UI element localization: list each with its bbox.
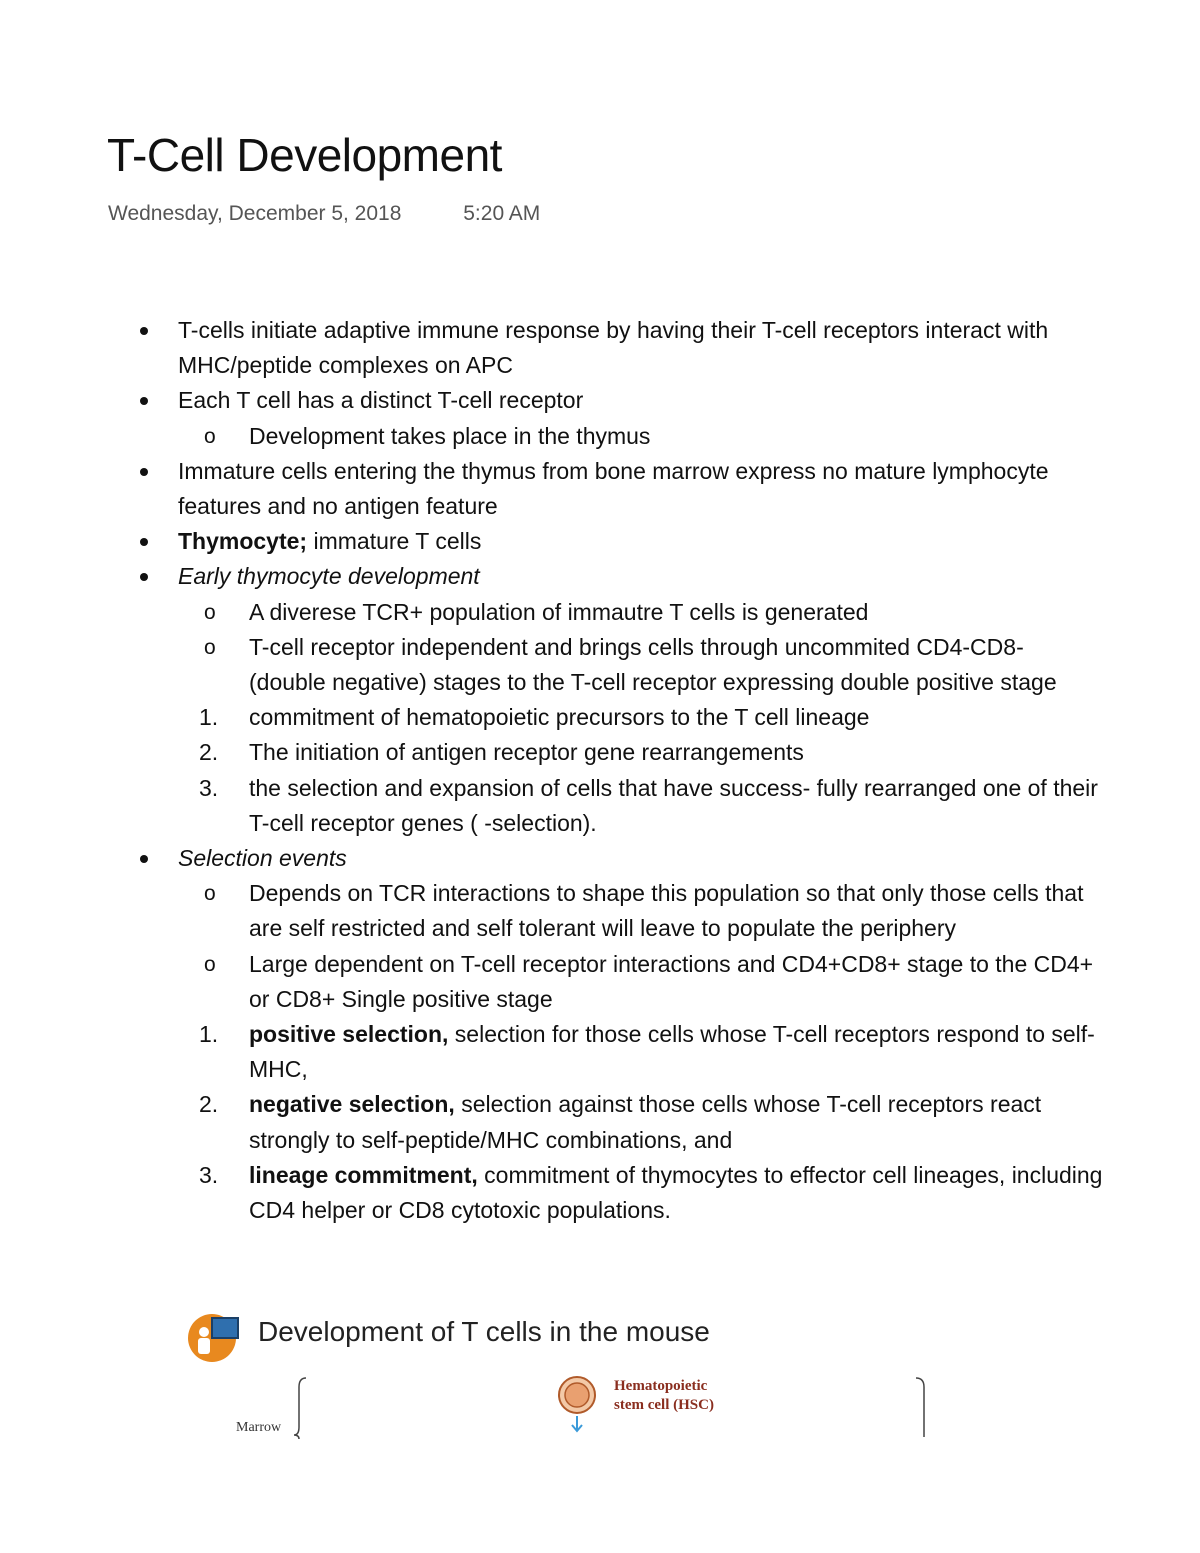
sub-bullet-text: A diverese TCR+ population of immautre T cells is generated	[249, 598, 869, 625]
numbered-text: selection for those cells whose T-cell receptors respond to self-MHC,	[249, 1021, 1095, 1083]
numbered-text: the selection and expansion of cells that have success- fully rearranged one of their T-cell receptor genes ( -selection).	[249, 774, 1098, 836]
sub-bullet-item	[0, 947, 1104, 1017]
list-number: 3.	[199, 774, 219, 801]
bullet-item	[0, 383, 1098, 418]
numbered-text: commitment of thymocytes to effector cell lineages, including CD4 helper or CD8 cytotoxic populations.	[249, 1161, 1103, 1224]
hsc-cell-icon	[556, 1374, 600, 1436]
section-heading-italic: Early thymocyte development	[178, 563, 480, 590]
bracket-path	[294, 1378, 306, 1439]
page-title: T-Cell Development	[107, 129, 502, 181]
circle-bullet-icon: o	[204, 952, 216, 976]
right-bracket-icon	[914, 1375, 930, 1439]
list-number: 2.	[199, 739, 219, 766]
list-number: 1.	[199, 1021, 219, 1048]
bullet-dot-icon	[140, 538, 148, 546]
bullet-text: Each T cell has a distinct T-cell receptor	[178, 387, 584, 414]
circle-bullet-icon: o	[204, 600, 216, 624]
list-number: 3.	[199, 1161, 219, 1188]
list-number: 2.	[199, 1091, 219, 1118]
badge-person-head	[199, 1327, 209, 1337]
numbered-item	[0, 1158, 1104, 1228]
sub-bullet-item	[0, 630, 1104, 700]
term-bold: Thymocyte;	[178, 528, 308, 555]
note-body	[0, 313, 1200, 1228]
numbered-item	[0, 1017, 1104, 1087]
hsc-label-line: stem cell (HSC)	[614, 1397, 714, 1413]
note-date: Wednesday, December 5, 2018	[108, 202, 402, 225]
bracket-path	[916, 1378, 924, 1437]
bullet-dot-icon	[140, 468, 148, 476]
badge-screen	[212, 1318, 238, 1338]
bullet-item	[0, 559, 1098, 594]
sub-bullet-item	[0, 595, 1104, 630]
note-metadata	[108, 202, 540, 226]
bullet-item	[0, 841, 1098, 876]
bullet-dot-icon	[140, 855, 148, 863]
term-bold: negative selection,	[249, 1091, 455, 1118]
sub-bullet-text: Development takes place in the thymus	[249, 422, 651, 449]
bullet-text: Immature cells entering the thymus from bone marrow express no mature lymphocyte features and no antigen feature	[178, 457, 1049, 520]
circle-bullet-icon: o	[204, 424, 216, 448]
bullet-dot-icon	[140, 397, 148, 405]
hsc-label-line: Hematopoietic	[614, 1378, 708, 1394]
sub-bullet-text: Depends on TCR interactions to shape this population so that only those cells that are self restricted and self tolerant will leave to populate the periphery	[249, 880, 1084, 942]
bullet-item	[0, 454, 1098, 524]
sub-bullet-text: Large dependent on T-cell receptor interactions and CD4+CD8+ stage to the CD4+ or CD8+ Single positive stage	[249, 950, 1094, 1012]
sub-bullet-text: T-cell receptor independent and brings cells through uncommited CD4-CD8- (double negative) stages to the T-cell receptor expressing double positive stage	[249, 633, 1057, 696]
term-bold: positive selection,	[249, 1021, 449, 1048]
sub-bullet-item	[0, 876, 1104, 946]
numbered-text: selection against those cells whose T-cell receptors react strongly to self-peptide/MHC combinations, and	[249, 1091, 1042, 1153]
hsc-label	[614, 1377, 714, 1415]
numbered-item	[0, 735, 1104, 770]
circle-bullet-icon: o	[204, 882, 216, 906]
numbered-item	[0, 1087, 1104, 1157]
bullet-text: T-cells initiate adaptive immune response by having their T-cell receptors interact with MHC/peptide complexes on APC	[178, 317, 1049, 379]
bullet-dot-icon	[140, 327, 148, 335]
numbered-item	[0, 700, 1104, 735]
bullet-dot-icon	[140, 573, 148, 581]
bullet-text: immature T cells	[307, 528, 482, 555]
note-time: 5:20 AM	[463, 202, 541, 225]
bullet-item	[0, 524, 1098, 559]
circle-bullet-icon: o	[204, 635, 216, 659]
term-bold: lineage commitment,	[249, 1161, 478, 1188]
bullet-item	[0, 313, 1098, 383]
badge-person-body	[198, 1338, 210, 1354]
numbered-text: The initiation of antigen receptor gene rearrangements	[249, 739, 804, 766]
cell-nucleus	[565, 1383, 589, 1407]
figure-title: Development of T cells in the mouse	[258, 1316, 710, 1347]
section-heading-italic: Selection events	[178, 845, 347, 872]
list-number: 1.	[199, 704, 219, 731]
marrow-label: Marrow	[236, 1420, 282, 1435]
sub-bullet-item	[0, 419, 1104, 454]
figure-badge-icon	[186, 1310, 246, 1366]
numbered-text: commitment of hematopoietic precursors to the T cell lineage	[249, 704, 870, 731]
numbered-item	[0, 771, 1104, 841]
marrow-bracket-icon	[280, 1375, 310, 1441]
